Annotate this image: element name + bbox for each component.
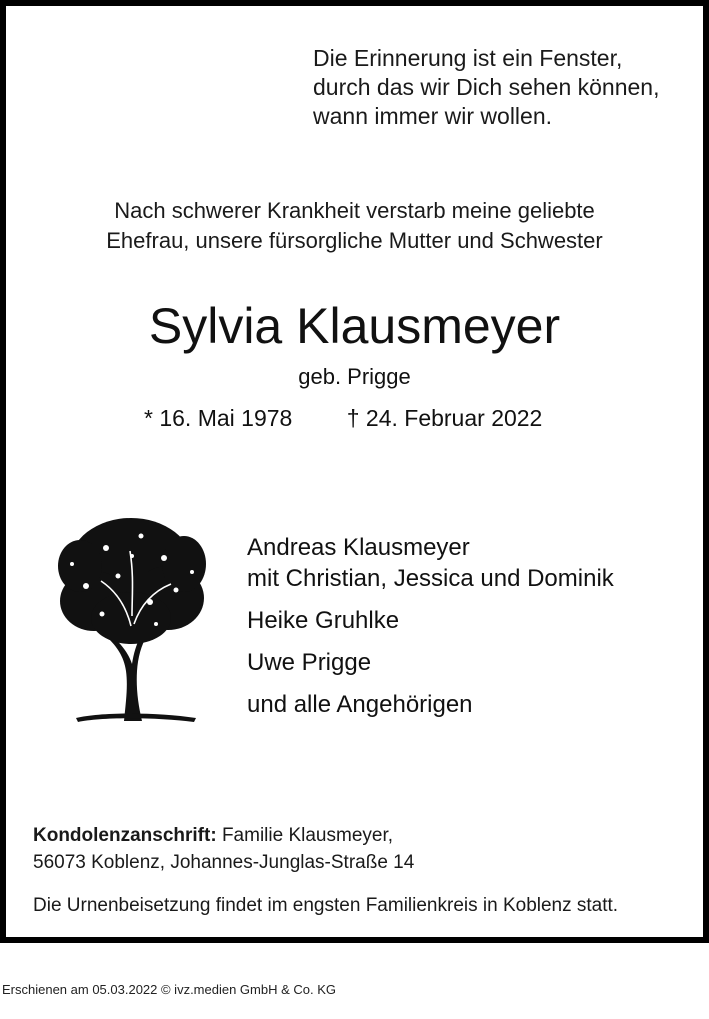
birth-date: * 16. Mai 1978 [144, 405, 293, 431]
mourner-line: mit Christian, Jessica und Dominik [247, 565, 614, 592]
life-dates [144, 402, 542, 434]
burial-note: Die Urnenbeisetzung findet im engsten Familienkreis in Koblenz statt. [33, 895, 619, 916]
intro-line: Nach schwerer Krankheit verstarb meine geliebte [114, 198, 595, 223]
death-date: † 24. Februar 2022 [346, 405, 543, 431]
mourner-line: Andreas Klausmeyer [247, 534, 470, 561]
condolence-label: Kondolenzanschrift: [33, 825, 217, 846]
address-line [33, 822, 414, 849]
intro-line: Ehefrau, unsere fürsorgliche Mutter und Schwester [106, 228, 603, 253]
deceased-name: Sylvia Klausmeyer [148, 298, 561, 354]
obituary-content [6, 6, 703, 937]
quote-line: Die Erinnerung ist ein Fenster, [313, 45, 623, 71]
intro-text [6, 196, 703, 256]
birth-name: geb. Prigge [298, 364, 411, 389]
mourners-list [247, 532, 614, 720]
mourner-line: Heike Gruhlke [247, 607, 400, 634]
condolence-address [33, 822, 414, 876]
address-line: 56073 Koblenz, Johannes-Junglas-Straße 14 [33, 852, 415, 873]
memorial-quote [313, 44, 659, 131]
mourner-line: und alle Angehörigen [247, 691, 473, 718]
quote-line: wann immer wir wollen. [313, 103, 553, 129]
address-recipient: Familie Klausmeyer, [216, 825, 394, 846]
tree-icon [46, 506, 216, 726]
publication-footer: Erschienen am 05.03.2022 © ivz.medien GmbH & Co. KG [2, 982, 337, 997]
quote-line: durch das wir Dich sehen können, [313, 74, 660, 100]
mourner-line: Uwe Prigge [247, 649, 372, 676]
